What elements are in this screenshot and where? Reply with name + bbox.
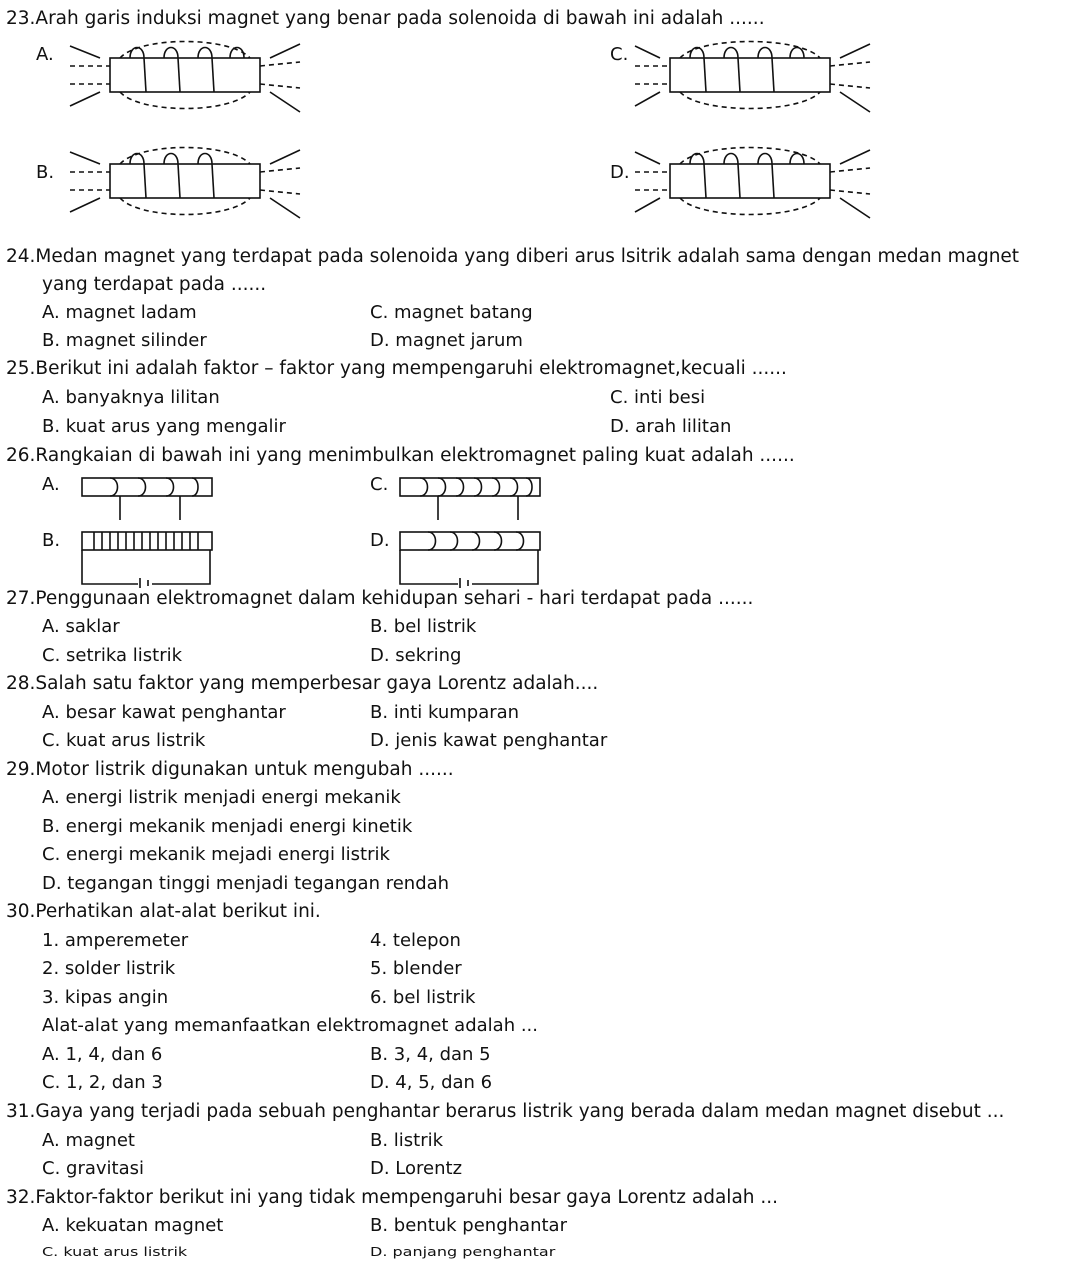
q25-option-b[interactable]: B. kuat arus yang mengalir xyxy=(42,416,286,437)
q24-option-b[interactable]: B. magnet silinder xyxy=(42,330,207,351)
question-27-text: 27.Penggunaan elektromagnet dalam kehidupan sehari - hari terdapat pada ...... xyxy=(6,588,754,609)
question-25-text: 25.Berikut ini adalah faktor – faktor yang mempengaruhi elektromagnet,kecuali ...... xyxy=(6,358,787,379)
q30-item-4: 4. telepon xyxy=(370,930,461,951)
question-24-text-cont: yang terdapat pada ...... xyxy=(42,274,267,295)
q29-option-b[interactable]: B. energi mekanik menjadi energi kinetik xyxy=(42,816,413,837)
q29-option-c[interactable]: C. energi mekanik mejadi energi listrik xyxy=(42,844,390,865)
q26-label-b: B. xyxy=(42,530,61,551)
q29-option-a[interactable]: A. energi listrik menjadi energi mekanik xyxy=(42,787,401,808)
q30-item-5: 5. blender xyxy=(370,958,462,979)
q23-label-a: A. xyxy=(36,44,54,65)
solenoid-figure-d xyxy=(630,142,890,226)
q30-item-3: 3. kipas angin xyxy=(42,987,169,1008)
q28-option-b[interactable]: B. inti kumparan xyxy=(370,702,520,723)
q30-item-1: 1. amperemeter xyxy=(42,930,189,951)
q30-option-c[interactable]: C. 1, 2, dan 3 xyxy=(42,1072,163,1093)
q28-option-c[interactable]: C. kuat arus listrik xyxy=(42,730,206,751)
q27-option-d[interactable]: D. sekring xyxy=(370,645,462,666)
q29-option-d[interactable]: D. tegangan tinggi menjadi tegangan rendah xyxy=(42,873,450,894)
q27-option-a[interactable]: A. saklar xyxy=(42,616,120,637)
q24-option-a[interactable]: A. magnet ladam xyxy=(42,302,197,323)
q24-option-d[interactable]: D. magnet jarum xyxy=(370,330,523,351)
q30-item-2: 2. solder listrik xyxy=(42,958,176,979)
solenoid-figure-b xyxy=(60,142,320,226)
circuit-figure-b xyxy=(80,528,220,588)
q24-option-c[interactable]: C. magnet batang xyxy=(370,302,533,323)
q30-item-6: 6. bel listrik xyxy=(370,987,476,1008)
circuit-figure-a xyxy=(80,474,220,522)
q26-label-d: D. xyxy=(370,530,390,551)
question-23-text: 23.Arah garis induksi magnet yang benar pada solenoida di bawah ini adalah ...... xyxy=(6,8,765,29)
q23-label-c: C. xyxy=(610,44,629,65)
q27-option-c[interactable]: C. setrika listrik xyxy=(42,645,183,666)
q30-option-d[interactable]: D. 4, 5, dan 6 xyxy=(370,1072,493,1093)
q25-option-c[interactable]: C. inti besi xyxy=(610,387,706,408)
q32-option-b[interactable]: B. bentuk penghantar xyxy=(370,1215,567,1236)
circuit-figure-d xyxy=(398,528,548,588)
q32-option-a[interactable]: A. kekuatan magnet xyxy=(42,1215,224,1236)
q28-option-d[interactable]: D. jenis kawat penghantar xyxy=(370,730,608,751)
q32-option-d[interactable]: D. panjang penghantar xyxy=(370,1244,556,1259)
q23-label-d: D. xyxy=(610,162,630,183)
question-28-text: 28.Salah satu faktor yang memperbesar gaya Lorentz adalah.... xyxy=(6,673,599,694)
q31-option-c[interactable]: C. gravitasi xyxy=(42,1158,144,1179)
question-31-text: 31.Gaya yang terjadi pada sebuah penghantar berarus listrik yang berada dalam medan magnet disebut ... xyxy=(6,1101,1005,1122)
q28-option-a[interactable]: A. besar kawat penghantar xyxy=(42,702,286,723)
q32-option-c[interactable]: C. kuat arus listrik xyxy=(42,1244,188,1259)
q31-option-b[interactable]: B. listrik xyxy=(370,1130,444,1151)
question-30-text: 30.Perhatikan alat-alat berikut ini. xyxy=(6,901,321,922)
q25-option-a[interactable]: A. banyaknya lilitan xyxy=(42,387,220,408)
question-29-text: 29.Motor listrik digunakan untuk mengubah ...... xyxy=(6,759,454,780)
question-30-prompt: Alat-alat yang memanfaatkan elektromagnet adalah ... xyxy=(42,1015,538,1036)
q31-option-a[interactable]: A. magnet xyxy=(42,1130,135,1151)
question-26-text: 26.Rangkaian di bawah ini yang menimbulkan elektromagnet paling kuat adalah ...... xyxy=(6,445,795,466)
q25-option-d[interactable]: D. arah lilitan xyxy=(610,416,732,437)
circuit-figure-c xyxy=(398,474,548,522)
q27-option-b[interactable]: B. bel listrik xyxy=(370,616,477,637)
question-32-text: 32.Faktor-faktor berikut ini yang tidak mempengaruhi besar gaya Lorentz adalah ... xyxy=(6,1187,779,1208)
q23-label-b: B. xyxy=(36,162,55,183)
solenoid-figure-c xyxy=(630,36,890,120)
q30-option-b[interactable]: B. 3, 4, dan 5 xyxy=(370,1044,491,1065)
q31-option-d[interactable]: D. Lorentz xyxy=(370,1158,463,1179)
solenoid-figure-a xyxy=(60,36,320,120)
question-24-text: 24.Medan magnet yang terdapat pada solenoida yang diberi arus lsitrik adalah sama dengan medan magnet xyxy=(6,246,1020,267)
q26-label-c: C. xyxy=(370,474,389,495)
q30-option-a[interactable]: A. 1, 4, dan 6 xyxy=(42,1044,163,1065)
q26-label-a: A. xyxy=(42,474,60,495)
